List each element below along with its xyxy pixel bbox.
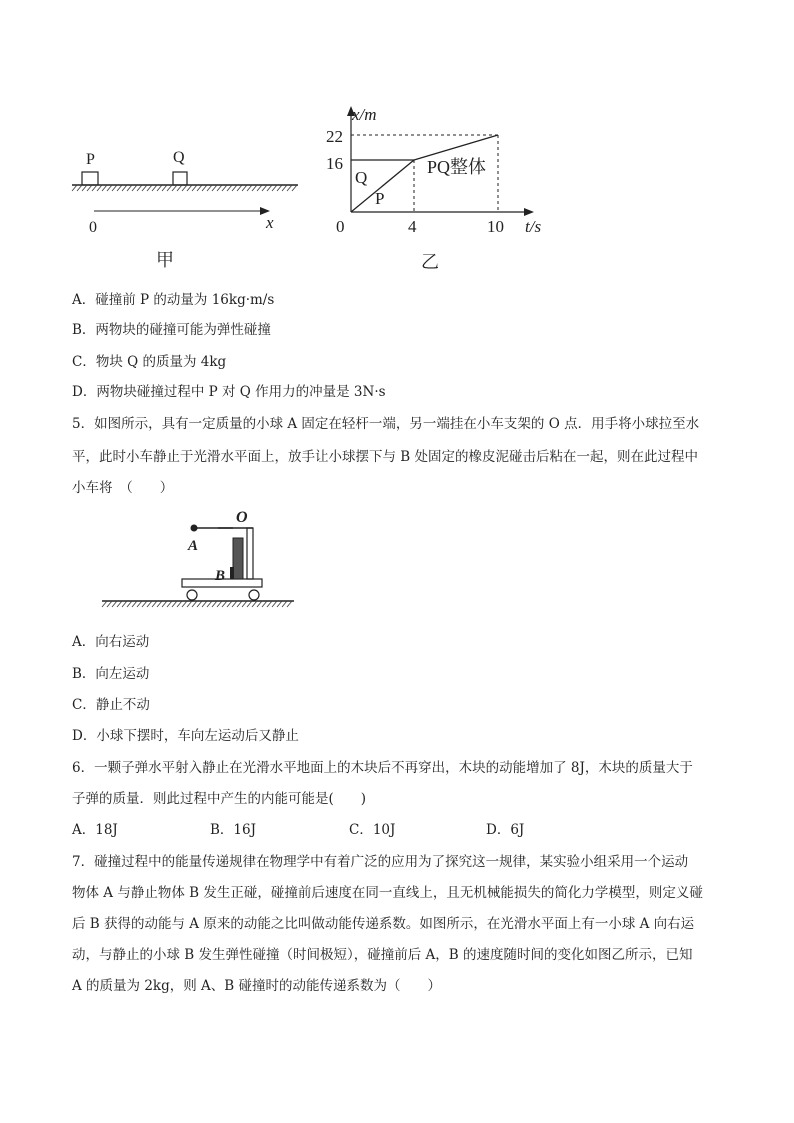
hatch-mark [147,185,152,191]
hatch-mark [287,601,292,607]
hatch-mark [237,601,242,607]
q5-option-c: C．静止不动 [72,697,150,713]
hatch-mark [207,185,212,191]
label-o: O [236,509,248,526]
wheel-right [249,590,259,600]
wheel-left [187,590,197,600]
block-q [173,172,187,185]
ground-hatch [72,185,297,191]
hatch-mark [152,601,157,607]
tick-0: 0 [336,217,345,236]
tick-22: 22 [326,127,343,146]
y-axis-label [351,105,377,124]
hatch-mark [237,185,242,191]
hatch-mark [172,601,177,607]
origin-label: 0 [89,219,97,236]
q5-stem-3: 小车将 （ ） [72,480,174,496]
hatch-mark [132,185,137,191]
q6-option-d: D．6J [486,822,525,838]
caption-jia: 甲 [156,250,174,270]
hatch-mark [212,185,217,191]
hatch-mark [262,601,267,607]
hatch-mark [242,185,247,191]
hatch-mark [177,185,182,191]
hatch-mark [142,601,147,607]
hatch-mark [187,601,192,607]
axis-label: x [266,213,274,232]
label-a: A [188,538,199,554]
q5-option-a: A．向右运动 [72,634,150,650]
hatch-mark [112,601,117,607]
q4-option-d: D．两物块碰撞过程中 P 对 Q 作用力的冲量是 3N·s [72,384,386,400]
hatch-mark [227,185,232,191]
tick-10: 10 [487,217,504,236]
q4-option-c: C．物块 Q 的质量为 4kg [72,354,227,370]
hatch-mark [272,601,277,607]
hatch-mark [247,185,252,191]
hatch-mark [227,601,232,607]
q5-option-d: D．小球下摆时，车向左运动后又静止 [72,728,299,744]
y-axis-text: x/m [352,105,377,124]
hatch-mark [147,601,152,607]
hatch-mark [257,185,262,191]
q5-stem-2: 平，此时小车静止于光滑水平面上，放手让小球摆下与 B 处固定的橡皮泥碰击后粘在一起，则在此过程中 [72,449,699,465]
q4-option-b: B．两物块的碰撞可能为弹性碰撞 [72,322,271,338]
hatch-mark [127,185,132,191]
hatch-mark [232,185,237,191]
q6-option-a: A．18J [72,822,118,838]
hatch-mark [192,601,197,607]
hatch-mark [142,185,147,191]
hatch-mark [212,601,217,607]
hatch-mark [72,185,77,191]
hatch-mark [157,185,162,191]
q5-option-b: B．向左运动 [72,666,150,682]
hatch-mark [132,601,137,607]
hatch-mark [197,185,202,191]
label-pq: PQ整体 [427,157,487,177]
q7-stem-5: A 的质量为 2kg，则 A、B 碰撞时的动能传递系数为（ ） [72,978,441,994]
hatch-mark [112,185,117,191]
hatch-mark [137,185,142,191]
hatch-mark [117,601,122,607]
hatch-mark [77,185,82,191]
hatch-mark [162,185,167,191]
x-axis-label: t/s [525,217,542,236]
q4-option-a: A．碰撞前 P 的动量为 16kg·m/s [72,292,275,308]
hatch-mark [222,185,227,191]
hatch-mark [257,601,262,607]
hatch-mark [252,185,257,191]
hatch-mark [137,601,142,607]
q6-stem-1: 6．一颗子弹水平射入静止在光滑水平地面上的木块后不再穿出，木块的动能增加了 8J，木块的质量大于 [72,760,693,776]
hatch-mark [127,601,132,607]
hatch-mark [267,601,272,607]
hatch-mark [267,185,272,191]
q6-option-b: B．16J [210,822,257,838]
hatch-mark [82,185,87,191]
hatch-mark [217,601,222,607]
hatch-mark [177,601,182,607]
hatch-mark [107,185,112,191]
hatch-mark [282,601,287,607]
hatch-mark [102,601,107,607]
hatch-mark [92,185,97,191]
hatch-mark [252,601,257,607]
figure-jia [66,140,306,270]
tick-4: 4 [408,217,417,236]
hatch-mark [182,601,187,607]
hatch-mark [277,185,282,191]
hatch-mark [187,185,192,191]
hatch-mark [207,601,212,607]
hatch-mark [202,185,207,191]
hatch-mark [242,601,247,607]
block-p [82,172,98,185]
hatch-mark [192,185,197,191]
hatch-mark [197,601,202,607]
label-q: Q [173,149,185,166]
hatch-mark [167,601,172,607]
hatch-mark [162,601,167,607]
ball-a [191,525,198,532]
hatch-mark [292,185,297,191]
hatch-mark [167,185,172,191]
hatch-mark [122,601,127,607]
label-p: P [86,151,95,168]
hatch-mark [172,185,177,191]
hatch-mark [277,601,282,607]
q7-stem-1: 7．碰撞过程中的能量传递规律在物理学中有着广泛的应用为了探究这一规律，某实验小组采用一个运动 [72,854,689,870]
x-arrow [524,208,534,216]
q7-stem-2: 物体 A 与静止物体 B 发生正碰，碰撞前后速度在同一直线上，且无机械能损失的简化力学模型，则定义碰 [72,885,703,901]
hatch-mark [157,601,162,607]
hatch-mark [152,185,157,191]
hatch-mark [232,601,237,607]
hatch-mark [97,185,102,191]
caption-yi: 乙 [421,252,439,272]
hatch-mark [287,185,292,191]
q5-stem-1: 5．如图所示，具有一定质量的小球 A 固定在轻杆一端，另一端挂在小车支架的 O 点．用手将小球拉至水 [72,416,700,432]
label-b: B [215,568,226,584]
q6-stem-2: 子弹的质量．则此过程中产生的内能可能是( ) [72,791,367,807]
cart-figure [96,505,306,615]
hatch-mark [202,601,207,607]
hatch-mark [222,601,227,607]
label-q: Q [355,168,368,187]
hatch-mark [107,601,112,607]
figure-yi [322,100,562,275]
q7-stem-4: 动，与静止的小球 B 发生弹性碰撞（时间极短），碰撞前后 A，B 的速度随时间的变化如图乙所示，已知 [72,947,693,963]
hatch-mark [272,185,277,191]
label-p: P [375,189,385,208]
hatch-mark [262,185,267,191]
q7-stem-3: 后 B 获得的动能与 A 原来的动能之比叫做动能传递系数。如图所示，在光滑水平面上有一小球 A 向右运 [72,916,695,932]
q6-option-c: C．10J [349,822,396,838]
stand-post [247,528,253,579]
tick-16: 16 [326,154,343,173]
hatch-mark [182,185,187,191]
hatch-mark [87,185,92,191]
hatch-mark [117,185,122,191]
hatch-mark [102,185,107,191]
hatch-mark [282,185,287,191]
hatch-mark [247,601,252,607]
hatch-mark [217,185,222,191]
putty-b [230,567,234,579]
ground-hatch [102,601,292,607]
hanging-board [233,538,243,579]
hatch-mark [122,185,127,191]
